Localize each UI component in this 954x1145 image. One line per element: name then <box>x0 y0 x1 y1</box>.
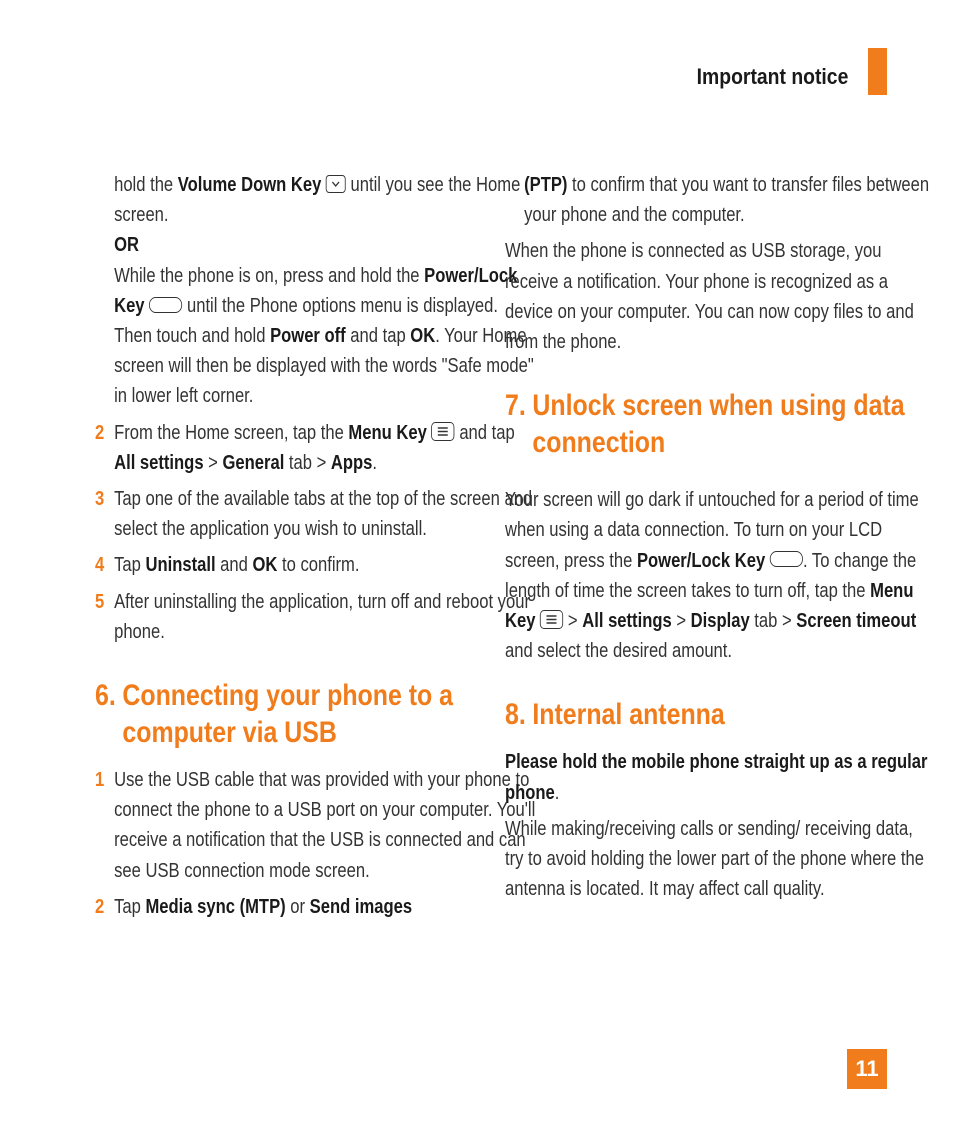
continued-paragraph-2 <box>95 261 540 412</box>
ptp-label: (PTP) <box>524 174 568 196</box>
text: . <box>372 451 378 474</box>
step-number: 3 <box>95 488 105 511</box>
text: > <box>203 451 223 474</box>
text: and <box>215 554 253 577</box>
all-settings-label: All settings <box>114 451 204 474</box>
antenna-instruction: Please hold the mobile phone straight up as a regular phone <box>505 751 928 804</box>
list-item-usb-step-2 <box>95 892 540 922</box>
heading-number: 8. <box>505 698 526 732</box>
text: . <box>554 781 560 804</box>
usb-storage-paragraph: When the phone is connected as USB storage, you receive a notification. Your phone is recognized as a device on your computer. You can now copy files to and from the phone. <box>505 240 914 354</box>
list-item-step-4 <box>95 550 540 580</box>
menu-key-label: Menu Key <box>505 579 914 633</box>
power-lock-key-label: Power/Lock Key <box>114 264 518 317</box>
heading-number: 6. <box>95 679 116 713</box>
antenna-paragraph: While making/receiving calls or sending/ receiving data, try to avoid holding the lower part of the phone where the antenna is located. It may affect call quality. <box>505 817 924 901</box>
text: until the Phone options menu is displayed. Then touch and hold <box>114 294 498 348</box>
section-heading-6 <box>95 677 540 751</box>
page-number: 11 <box>847 1049 887 1089</box>
list-item-usb-step-1 <box>95 765 540 886</box>
text: Use the USB cable that was provided with your phone to connect the phone to a USB port on your computer. You'll receive a notification that the USB is connected and can see USB connection mode screen. <box>114 769 536 882</box>
ok-label: OK <box>410 325 436 348</box>
heading-text: Connecting your phone to a computer via USB <box>122 679 454 750</box>
power-lock-key-label: Power/Lock Key <box>636 549 766 572</box>
all-settings-label: All settings <box>582 610 672 633</box>
text: While the phone is on, press and hold the <box>114 264 425 287</box>
general-label: General <box>222 451 285 474</box>
text: Tap one of the available tabs at the top of the screen and select the application you wish to uninstall. <box>114 488 533 541</box>
or-label <box>95 230 540 260</box>
heading-text: Unlock screen when using data connection <box>532 389 905 460</box>
uninstall-label: Uninstall <box>145 554 216 577</box>
apps-label: Apps <box>330 451 373 474</box>
step-number: 1 <box>95 769 105 792</box>
text: From the Home screen, tap the <box>114 421 349 444</box>
display-label: Display <box>690 610 750 633</box>
section-heading-8 <box>505 696 935 733</box>
text: . Your Home screen will then be displayed with the words "Safe mode" in lower left corner. <box>114 325 534 408</box>
ok-label: OK <box>252 554 278 577</box>
text: or <box>285 895 310 918</box>
text: and tap <box>454 421 515 444</box>
text: hold the <box>114 174 178 196</box>
menu-key-label: Menu Key <box>348 421 427 444</box>
volume-down-key-icon <box>326 175 346 193</box>
left-column <box>95 170 540 928</box>
text: > <box>563 610 583 633</box>
heading-text: Internal antenna <box>532 698 725 732</box>
text: tab > <box>749 610 797 633</box>
text: to confirm that you want to transfer files between your phone and the computer. <box>524 174 930 227</box>
unlock-screen-paragraph <box>505 485 935 666</box>
antenna-bold-paragraph <box>505 747 935 807</box>
or-text: OR <box>114 234 139 257</box>
step-number: 4 <box>95 554 105 577</box>
text: > <box>671 610 691 633</box>
section-tab-marker <box>868 48 887 95</box>
text: to confirm. <box>277 554 360 577</box>
text: Your screen will go dark if untouched for a period of time when using a data connection. To turn on your LCD screen, press the <box>505 489 919 572</box>
step-number: 5 <box>95 590 105 613</box>
continued-paragraph-1 <box>95 170 540 230</box>
power-lock-key-icon <box>770 551 803 567</box>
step-number: 2 <box>95 421 105 444</box>
heading-number: 7. <box>505 389 526 423</box>
list-item-step-2 <box>95 418 540 478</box>
text: Tap <box>114 895 146 918</box>
text: After uninstalling the application, turn off and reboot your phone. <box>114 590 530 643</box>
right-column <box>505 170 935 904</box>
list-item-step-5 <box>95 587 540 647</box>
text: and select the desired amount. <box>505 640 733 663</box>
menu-key-icon <box>431 422 454 441</box>
text: Tap <box>114 554 146 577</box>
power-lock-key-icon <box>149 297 182 313</box>
text: until you see the Home screen. <box>114 174 521 227</box>
send-images-label: Send images <box>309 895 413 918</box>
volume-down-key-label: Volume Down Key <box>177 174 322 196</box>
continued-paragraph-ptp <box>505 170 935 230</box>
media-sync-label: Media sync (MTP) <box>145 895 286 918</box>
power-off-label: Power off <box>270 325 346 348</box>
text: tab > <box>284 451 331 474</box>
text: and tap <box>345 325 411 348</box>
screen-timeout-label: Screen timeout <box>796 610 917 633</box>
text: . To change the length of time the screen takes to turn off, tap the <box>505 549 917 602</box>
section-heading-7 <box>505 387 935 461</box>
step-number: 2 <box>95 895 105 918</box>
menu-key-icon <box>540 610 563 629</box>
list-item-step-3 <box>95 484 540 544</box>
page-header-title: Important notice <box>696 64 848 89</box>
